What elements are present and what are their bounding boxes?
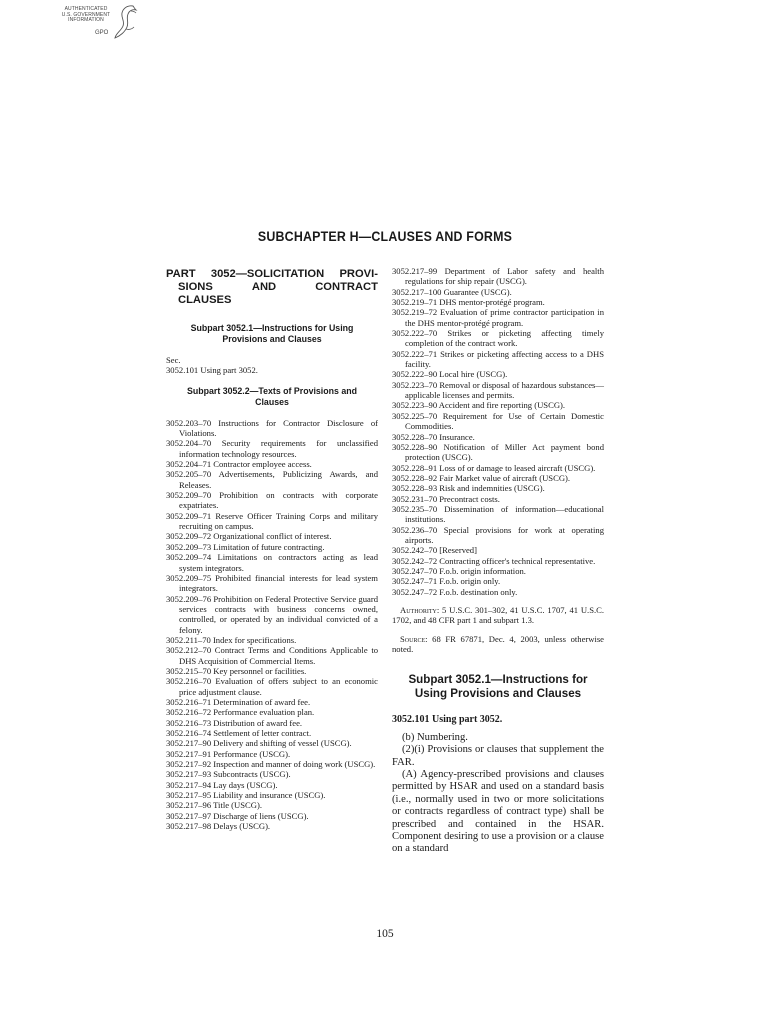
toc-item: 3052.236–70 Special provisions for work at operating airports. bbox=[392, 524, 604, 545]
toc-item: 3052.209–74 Limitations on contractors acting as lead system integrators. bbox=[166, 552, 378, 573]
page-number: 105 bbox=[376, 928, 394, 940]
toc-item: 3052.235–70 Dissemination of information—educational institutions. bbox=[392, 503, 604, 525]
toc-item: 3052.219–71 DHS mentor-protégé program. bbox=[392, 297, 545, 308]
toc-item: 3052.222–70 Strikes or picketing affecting timely completion of the contract work. bbox=[392, 328, 604, 349]
toc-item: 3052.215–70 Key personnel or facilities. bbox=[166, 665, 307, 676]
toc-item: 3052.228–93 Risk and indemnities (USCG). bbox=[392, 483, 545, 494]
subpart-2-toc-list-right bbox=[392, 266, 604, 597]
toc-item: 3052.228–91 Loss of or damage to leased aircraft (USCG). bbox=[392, 462, 596, 473]
source-citation bbox=[392, 634, 604, 655]
authority-citation bbox=[392, 605, 604, 626]
part-title-line bbox=[166, 281, 378, 294]
part-title-word: AND bbox=[251, 281, 277, 293]
toc-item: 3052.204–70 Security requirements for unclassified information technology resources. bbox=[166, 438, 378, 459]
toc-item: 3052.209–76 Prohibition on Federal Protective Service guard services contracts with business concerns owned, controlled, or operated by an individual convicted of a felony. bbox=[166, 593, 378, 635]
part-title-line bbox=[166, 294, 378, 307]
toc-item: 3052.223–70 Removal or disposal of hazardous substances—applicable licenses and permits. bbox=[392, 379, 604, 401]
section-body bbox=[392, 732, 604, 856]
toc-item: 3052.247–71 F.o.b. origin only. bbox=[392, 576, 501, 587]
toc-item: 3052.216–73 Distribution of award fee. bbox=[166, 717, 303, 728]
toc-item: 3052.212–70 Contract Terms and Conditions Applicable to DHS Acquisition of Commercial Items. bbox=[166, 645, 378, 666]
toc-item: 3052.101 Using part 3052. bbox=[166, 365, 258, 376]
toc-item: 3052.228–92 Fair Market value of aircraft (USCG). bbox=[392, 472, 571, 483]
subpart-2-toc-heading: Subpart 3052.2—Texts of Provisions and Clauses bbox=[187, 385, 357, 407]
toc-item: 3052.225–70 Requirement for Use of Certain Domestic Commodities. bbox=[392, 410, 604, 432]
toc-item: 3052.217–99 Department of Labor safety and health regulations for ship repair (USCG). bbox=[392, 266, 604, 287]
toc-item: 3052.222–90 Local hire (USCG). bbox=[392, 369, 508, 380]
toc-item: 3052.216–72 Performance evaluation plan. bbox=[166, 707, 315, 718]
stamp-text bbox=[55, 7, 117, 24]
toc-item: 3052.228–90 Notification of Miller Act payment bond protection (USCG). bbox=[392, 441, 604, 463]
toc-item: 3052.217–100 Guarantee (USCG). bbox=[392, 286, 512, 297]
subpart-1-toc bbox=[166, 355, 378, 376]
toc-item: 3052.217–91 Performance (USCG). bbox=[166, 748, 291, 759]
toc-item: 3052.209–75 Prohibited financial interests for lead system integrators. bbox=[166, 572, 378, 594]
part-title-word: PROVI- bbox=[339, 268, 378, 280]
stamp-gpo-label: GPO bbox=[95, 30, 109, 36]
part-title-word: SIONS bbox=[178, 281, 213, 293]
part-title-line bbox=[166, 268, 378, 281]
toc-item: 3052.242–72 Contracting officer's technical representative. bbox=[392, 555, 596, 566]
toc-item: 3052.217–98 Delays (USCG). bbox=[166, 821, 271, 832]
body-paragraph: (2)(i) Provisions or clauses that supplement the FAR. bbox=[392, 744, 604, 768]
authority-label: Authority: bbox=[400, 605, 440, 615]
authority-text: 5 U.S.C. 301–302, 41 U.S.C. 1707, 41 U.S.C. 1702, and 48 CFR part 1 and subpart 1.3. bbox=[392, 605, 604, 626]
toc-item: 3052.209–71 Reserve Officer Training Corps and military recruiting on campus. bbox=[166, 510, 378, 532]
right-column bbox=[392, 266, 604, 856]
stamp-line: AUTHENTICATED bbox=[64, 6, 108, 12]
part-title-word: CLAUSES bbox=[178, 294, 232, 306]
source-label: Source: bbox=[400, 633, 428, 644]
part-title bbox=[166, 268, 378, 307]
toc-item: 3052.247–72 F.o.b. destination only. bbox=[392, 586, 518, 597]
toc-item: 3052.203–70 Instructions for Contractor Disclosure of Violations. bbox=[166, 417, 378, 439]
part-title-word: CONTRACT bbox=[315, 281, 378, 293]
part-title-word: 3052—SOLICITATION bbox=[210, 268, 325, 280]
subpart-1-toc-heading: Subpart 3052.1—Instructions for Using Provisions and Clauses bbox=[190, 323, 354, 344]
toc-item: 3052.223–90 Accident and fire reporting (USCG). bbox=[392, 400, 566, 411]
part-title-word: PART bbox=[166, 268, 196, 280]
gpo-authentication-stamp bbox=[55, 3, 145, 43]
toc-item: 3052.231–70 Precontract costs. bbox=[392, 493, 500, 504]
toc-item: 3052.216–74 Settlement of letter contract. bbox=[166, 728, 312, 738]
toc-item: 3052.247–70 F.o.b. origin information. bbox=[392, 565, 526, 576]
toc-item: 3052.209–73 Limitation of future contracting. bbox=[166, 541, 325, 552]
subpart-1-body-heading: Subpart 3052.1—Instructions for Using Provisions and Clauses bbox=[408, 673, 588, 701]
toc-item: 3052.216–71 Determination of award fee. bbox=[166, 696, 311, 707]
toc-item: 3052.222–71 Strikes or picketing affecting access to a DHS facility. bbox=[392, 348, 604, 370]
toc-item: 3052.217–96 Title (USCG). bbox=[166, 800, 262, 811]
eagle-icon bbox=[113, 3, 141, 43]
toc-item: 3052.228–70 Insurance. bbox=[392, 431, 475, 442]
left-column bbox=[166, 266, 378, 831]
sec-label: Sec. bbox=[166, 355, 181, 365]
toc-item: 3052.204–71 Contractor employee access. bbox=[166, 459, 312, 470]
body-paragraph: (b) Numbering. bbox=[402, 731, 468, 743]
subchapter-title: SUBCHAPTER H—CLAUSES AND FORMS bbox=[257, 229, 513, 244]
subpart-2-toc-list-left bbox=[166, 418, 378, 832]
body-paragraph: (A) Agency-prescribed provisions and clauses permitted by HSAR and used on a standard basis (i.e., normally used in two or more solicitations or contracts regardless of contract type) shall be prescribed and contained in the HSAR. Component desiring to use a provision or a clause on a standard bbox=[392, 768, 604, 855]
toc-item: 3052.217–97 Discharge of liens (USCG). bbox=[166, 810, 309, 821]
stamp-line: INFORMATION bbox=[68, 17, 104, 24]
source-text: 68 FR 67871, Dec. 4, 2003, unless otherwise noted. bbox=[392, 633, 604, 655]
toc-item: 3052.217–93 Subcontracts (USCG). bbox=[166, 769, 291, 780]
toc-item: 3052.217–92 Inspection and manner of doing work (USCG). bbox=[166, 759, 376, 770]
toc-item: 3052.219–72 Evaluation of prime contractor participation in the DHS mentor-protégé program. bbox=[392, 307, 604, 328]
section-heading: 3052.101 Using part 3052. bbox=[392, 714, 503, 726]
toc-item: 3052.209–70 Prohibition on contracts with corporate expatriates. bbox=[166, 490, 378, 511]
toc-item: 3052.205–70 Advertisements, Publicizing Awards, and Releases. bbox=[166, 469, 378, 490]
toc-item: 3052.242–70 [Reserved] bbox=[392, 545, 477, 556]
toc-item: 3052.217–95 Liability and insurance (USCG). bbox=[166, 790, 326, 801]
toc-item: 3052.209–72 Organizational conflict of interest. bbox=[166, 531, 332, 542]
toc-item: 3052.217–94 Lay days (USCG). bbox=[166, 779, 278, 790]
toc-item: 3052.211–70 Index for specifications. bbox=[166, 634, 297, 645]
stamp-line: U.S. GOVERNMENT bbox=[61, 11, 111, 18]
toc-item: 3052.216–70 Evaluation of offers subject to an economic price adjustment clause. bbox=[166, 676, 378, 697]
toc-item: 3052.217–90 Delivery and shifting of vessel (USCG). bbox=[166, 738, 352, 749]
